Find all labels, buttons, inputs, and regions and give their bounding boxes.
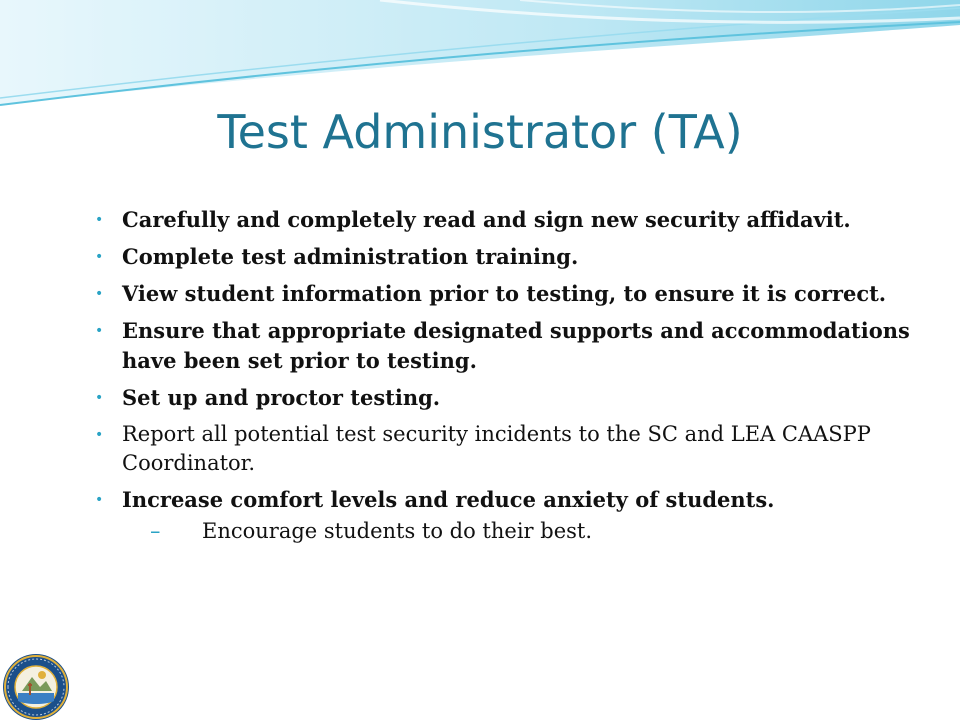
bullet-text: Ensure that appropriate designated supports and accommodations have been set prior to testing. [122,318,910,373]
bullet-item [92,242,942,272]
bullet-marker: • [95,286,104,302]
bullet-marker: • [95,323,104,339]
bullet-item [92,279,942,309]
bullet-item [92,383,942,413]
department-of-education-seal-icon [2,653,70,720]
bullet-item [92,485,942,546]
sub-bullet-item [122,517,942,546]
slide-title: Test Administrator (TA) [217,105,743,159]
bullet-marker: • [95,390,104,406]
bullet-text: View student information prior to testing, to ensure it is correct. [122,281,887,306]
bullet-text: Increase comfort levels and reduce anxiety of students. [122,487,775,512]
sub-bullet-text: Encourage students to do their best. [202,519,593,543]
sub-bullet-marker: – [150,519,161,543]
bullet-item [92,316,942,376]
bullet-list [92,205,942,553]
bullet-item [92,205,942,235]
bullet-text: Carefully and completely read and sign new security affidavit. [122,207,851,232]
bullet-text: Complete test administration training. [122,244,579,269]
bullet-marker: • [95,212,104,228]
bullet-marker: • [95,427,104,443]
bullet-text: Set up and proctor testing. [122,385,441,410]
bullet-text: Report all potential test security incidents to the SC and LEA CAASPP Coordinator. [122,422,871,475]
bullet-marker: • [95,249,104,265]
bullet-item [92,420,942,478]
bullet-marker: • [95,492,104,508]
